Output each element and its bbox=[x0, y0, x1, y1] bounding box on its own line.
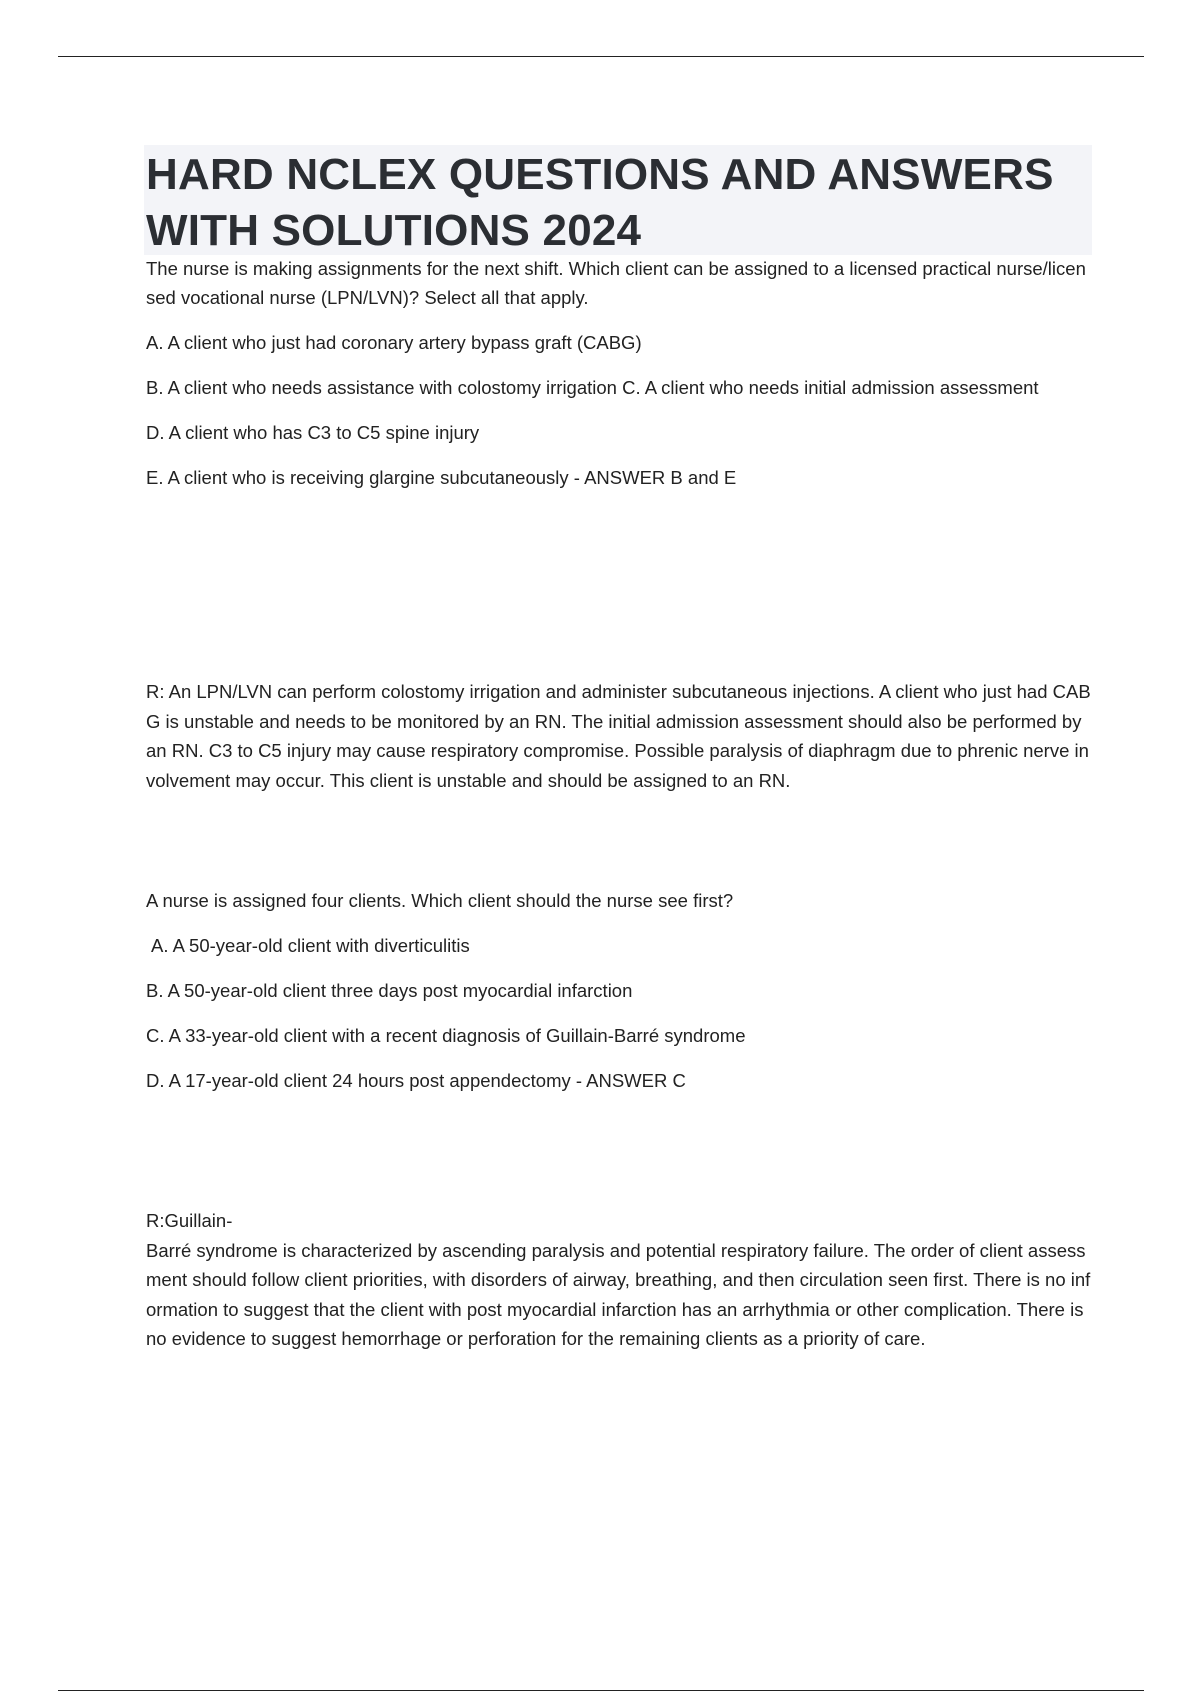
question-1-option-b-c: B. A client who needs assistance with colostomy irrigation C. A client who needs initial admission assessment bbox=[146, 377, 1039, 398]
question-1-stem: The nurse is making assignments for the next shift. Which client can be assigned to a licensed practical nurse/licensed vocational nurse (LPN/LVN)? Select all that apply. bbox=[146, 258, 1086, 308]
question-1-option-a: A. A client who just had coronary artery bypass graft (CABG) bbox=[146, 332, 642, 353]
question-2-option-b: B. A 50-year-old client three days post myocardial infarction bbox=[146, 980, 633, 1001]
question-1-rationale: R: An LPN/LVN can perform colostomy irrigation and administer subcutaneous injections. A client who just had CABG is unstable and needs to be monitored by an RN. The initial admission assessment should also be performed by an RN. C3 to C5 injury may cause respiratory compromise. Possible paralysis of diaphragm due to phrenic nerve involvement may occur. This client is unstable and should be assigned to an RN. bbox=[146, 681, 1091, 791]
bottom-rule bbox=[58, 1690, 1144, 1691]
question-2-option-a: A. A 50-year-old client with diverticulitis bbox=[151, 935, 470, 956]
question-2-stem: A nurse is assigned four clients. Which client should the nurse see first? bbox=[146, 890, 734, 911]
question-1-option-d: D. A client who has C3 to C5 spine injury bbox=[146, 422, 480, 443]
question-2-rationale-lead: R:Guillain- bbox=[146, 1210, 233, 1231]
question-2 bbox=[146, 886, 1091, 1095]
question-2-rationale bbox=[146, 1206, 1091, 1354]
question-2-rationale-body: Barré syndrome is characterized by ascending paralysis and potential respiratory failure. The order of client assessment should follow client priorities, with disorders of airway, breathing, and then circulation seen first. There is no information to suggest that the client with post myocardial infarction has an arrhythmia or other complication. There is no evidence to suggest hemorrhage or perforation for the remaining clients as a priority of care. bbox=[146, 1239, 1091, 1349]
question-2-option-d-answer: D. A 17-year-old client 24 hours post appendectomy - ANSWER C bbox=[146, 1070, 686, 1091]
question-2-option-c: C. A 33-year-old client with a recent diagnosis of Guillain-Barré syndrome bbox=[146, 1025, 746, 1046]
question-1 bbox=[146, 254, 1091, 492]
top-rule bbox=[58, 56, 1144, 57]
document-title: HARD NCLEX QUESTIONS AND ANSWERS WITH SOLUTIONS 2024 bbox=[146, 150, 1054, 255]
question-1-option-e-answer: E. A client who is receiving glargine subcutaneously - ANSWER B and E bbox=[146, 467, 737, 488]
